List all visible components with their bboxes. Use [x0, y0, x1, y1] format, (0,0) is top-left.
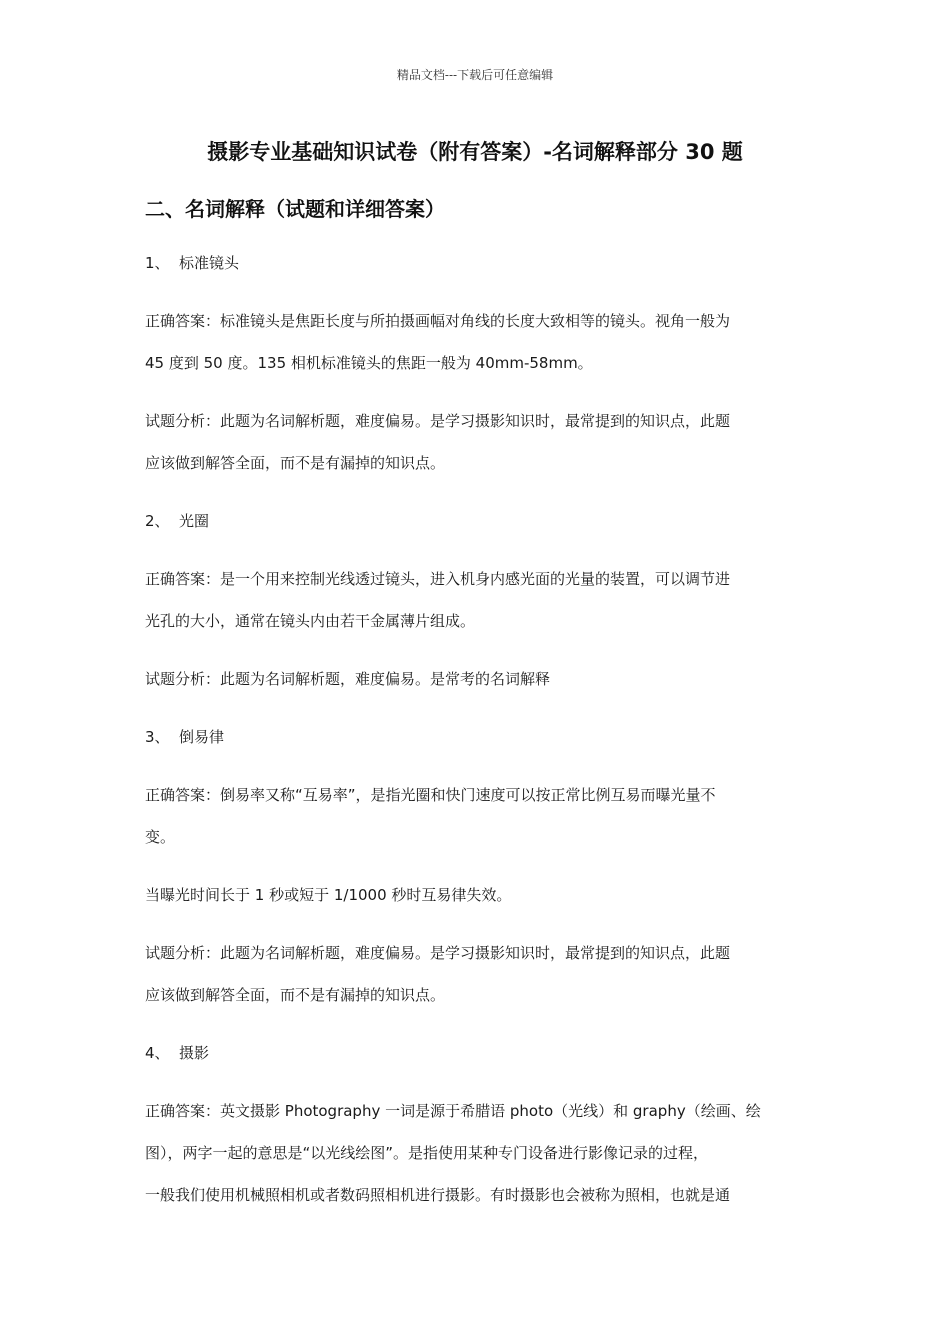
document-body — [145, 194, 810, 1216]
answer-line: 正确答案：倒易率又称“互易率”，是指光圈和快门速度可以按正常比例互易而曝光量不 — [145, 786, 716, 804]
document-title: 摄影专业基础知识试卷（附有答案）-名词解释部分 30 题 — [207, 140, 743, 164]
question-term: 摄影 — [179, 1044, 210, 1062]
answer-line: 正确答案：是一个用来控制光线透过镜头，进入机身内感光面的光量的装置，可以调节进 — [145, 570, 731, 588]
header-note: 精品文档---下载后可任意编辑 — [396, 68, 554, 82]
answer-line: 45 度到 50 度。135 相机标准镜头的焦距一般为 40mm-58mm。 — [145, 354, 593, 372]
question-number: 1、 — [145, 254, 170, 272]
question-title — [145, 1032, 810, 1074]
question-title — [145, 500, 810, 542]
question-number: 2、 — [145, 512, 170, 530]
question-title — [145, 716, 810, 758]
question-title — [145, 242, 810, 284]
analysis-line: 应该做到解答全面，而不是有漏掉的知识点。 — [145, 454, 446, 472]
answer-line: 正确答案：标准镜头是焦距长度与所拍摄画幅对角线的长度大致相等的镜头。视角一般为 — [145, 312, 731, 330]
analysis-line: 试题分析：此题为名词解析题，难度偏易。是学习摄影知识时，最常提到的知识点，此题 — [145, 412, 731, 430]
answer-line: 光孔的大小，通常在镜头内由若干金属薄片组成。 — [145, 612, 476, 630]
question-number: 4、 — [145, 1044, 170, 1062]
answer-line: 变。 — [145, 828, 176, 846]
answer-line: 一般我们使用机械照相机或者数码照相机进行摄影。有时摄影也会被称为照相，也就是通 — [145, 1186, 731, 1204]
question-block — [145, 716, 810, 1032]
question-term: 标准镜头 — [179, 254, 240, 272]
question-block — [145, 242, 810, 500]
answer-line: 正确答案：英文摄影 Photography 一词是源于希腊语 photo（光线）和 graphy（绘画、绘 — [145, 1102, 761, 1120]
extra-line: 当曝光时间长于 1 秒或短于 1/1000 秒时互易律失效。 — [145, 886, 512, 904]
analysis-line: 试题分析：此题为名词解析题，难度偏易。是学习摄影知识时，最常提到的知识点，此题 — [145, 944, 731, 962]
answer-line: 图），两字一起的意思是“以光线绘图”。是指使用某种专门设备进行影像记录的过程， — [145, 1144, 709, 1162]
question-block — [145, 1032, 810, 1216]
analysis-line: 应该做到解答全面，而不是有漏掉的知识点。 — [145, 986, 446, 1004]
question-term: 光圈 — [179, 512, 210, 530]
analysis-line: 试题分析：此题为名词解析题，难度偏易。是常考的名词解释 — [145, 670, 551, 688]
question-number: 3、 — [145, 728, 170, 746]
section-heading: 二、名词解释（试题和详细答案） — [145, 197, 445, 221]
question-term: 倒易律 — [179, 728, 225, 746]
question-block — [145, 500, 810, 716]
